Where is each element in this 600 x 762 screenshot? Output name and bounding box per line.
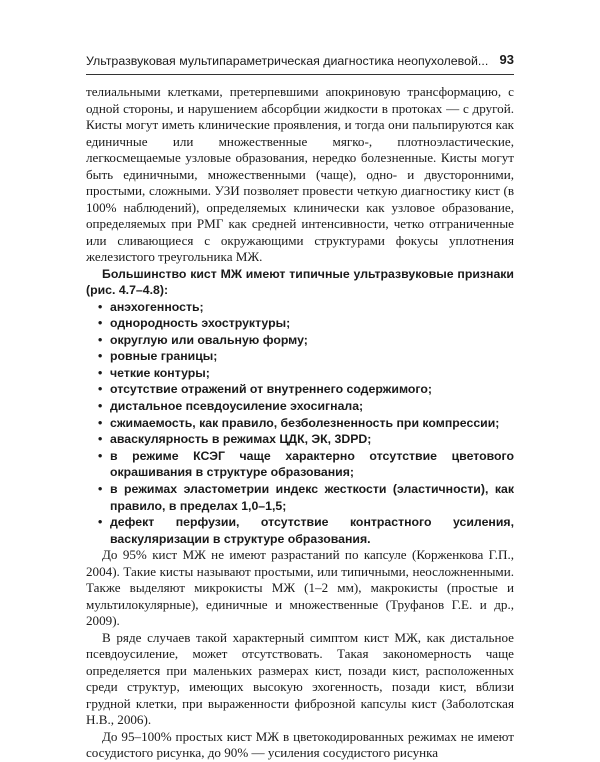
running-header bbox=[86, 48, 514, 75]
bullet-icon: • bbox=[98, 382, 103, 397]
bullet-icon: • bbox=[98, 332, 103, 347]
bullet-icon: • bbox=[98, 482, 103, 497]
bullet-icon: • bbox=[98, 316, 103, 331]
list-item: • дефект перфузии, отсутствие контрастного усиления, васкуляризации в структуре образования. bbox=[98, 515, 514, 546]
body-text bbox=[86, 84, 514, 762]
ultrasound-features-list bbox=[86, 299, 514, 548]
list-item: • однородность эхоструктуры; bbox=[98, 316, 291, 331]
list-item: • в режиме КСЭГ чаще характерно отсутствие цветового окрашивания в структуре образования; bbox=[98, 448, 514, 480]
list-item: • отсутствие отражений от внутреннего содержимого; bbox=[98, 382, 432, 397]
list-item: • анэхогенность; bbox=[98, 299, 204, 314]
bullet-icon: • bbox=[98, 299, 103, 314]
features-lead: Большинство кист МЖ имеют типичные ультразвуковые признаки (рис. 4.7–4.8): bbox=[86, 266, 514, 297]
list-item: • сжимаемость, как правило, безболезненность при компрессии; bbox=[98, 415, 500, 430]
list-item: • дистальное псевдоусиление эхосигнала; bbox=[98, 399, 364, 414]
list-item: • четкие контуры; bbox=[98, 365, 210, 380]
paragraph-continued: телиальными клетками, претерпевшими апокриновую трансформацию, с одной стороны, и нарушением абсорбции жидкости в протоках — с другой. Кисты могут иметь клинические проявления, и тогда они пальпируются как единичные или множественные мягко-, плотноэластические, легкосмещаемые узловые образования, нередко болезненные. Кисты могут быть единичными, множественными (чаще), одно- и двусторонними, простыми, сложными. УЗИ позволяет провести четкую диагностику кист (в 100% наблюдений), определяемых клинически как узловое образование, определяемых при РМГ как средней интенсивности, четко отграниченные или сливающиеся с окружающими структурами фокусы уплотнения железистого треугольника МЖ. bbox=[86, 84, 514, 264]
paragraph-pseudoenhancement: В ряде случаев такой характерный симптом кист МЖ, как дистальное псевдоусиление, может отсутствовать. Такая закономерность чаще определяется при маленьких размерах кист, позади кист, расположенных среди структур, имеющих высокую эхогенность, позади кист, вблизи грудной клетки, при выраженности фиброзной капсулы кист (Заболотская Н.В., 2006). bbox=[86, 629, 514, 728]
bullet-icon: • bbox=[98, 399, 103, 414]
running-title: Ультразвуковая мультипараметрическая диагностика неопухолевой... bbox=[86, 54, 489, 68]
bullet-icon: • bbox=[98, 415, 103, 430]
paragraph-vascular-pattern: До 95–100% простых кист МЖ в цветокодированных режимах не имеют сосудистого рисунка, до 90% — усиления сосудистого рисунка bbox=[86, 728, 514, 761]
paragraph-simple-cysts: До 95% кист МЖ не имеют разрастаний по капсуле (Корженкова Г.П., 2004). Такие кисты называют простыми, или типичными, неосложненными. Также выделяют микрокисты МЖ (1–2 мм), макрокисты (простые и мультилокулярные), единичные и множественные (Труфанов Г.Е. и др., 2009). bbox=[86, 547, 514, 629]
page-number: 93 bbox=[499, 52, 514, 67]
bullet-icon: • bbox=[98, 432, 103, 447]
list-item: • округлую или овальную форму; bbox=[98, 332, 308, 347]
list-item: • ровные границы; bbox=[98, 349, 218, 364]
list-item: • в режимах эластометрии индекс жесткости (эластичности), как правило, в пределах 1,0–1,5; bbox=[98, 482, 514, 513]
bullet-icon: • bbox=[98, 365, 103, 380]
bullet-icon: • bbox=[98, 515, 103, 530]
bullet-icon: • bbox=[98, 448, 103, 463]
list-item: • аваскулярность в режимах ЦДК, ЭК, 3DPD; bbox=[98, 432, 372, 447]
bullet-icon: • bbox=[98, 349, 103, 364]
